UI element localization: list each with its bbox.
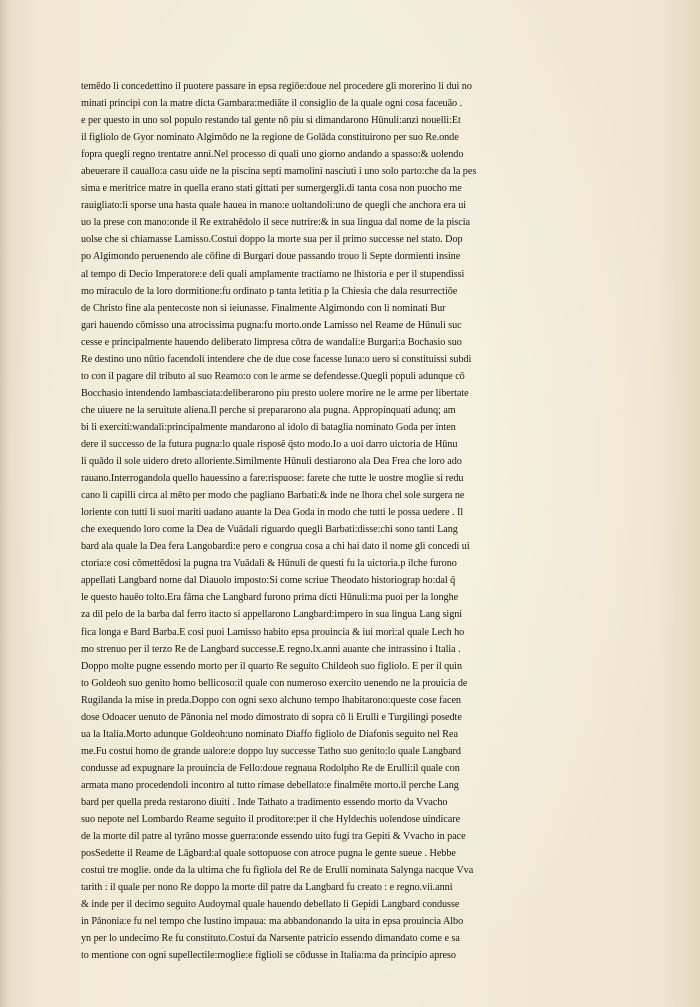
text-line: cesse e principalmente hauendo deliberato limpresa cōtra de wandali:e Burgari:a Bochasio suo: [81, 336, 462, 348]
text-line: abeuerare il cauallo:a casu uide ne la piscina septi mamolini nasciuti i uno solo parto:che da la pes: [81, 166, 477, 178]
text-line: loriente con tutti li suoi mariti uadano auante la Dea Goda in modo che tutti le possa uedere . Il: [81, 507, 464, 519]
text-line: li quādo il sole uidero dreto alloriente.Similmente Hūnuli destiarono ala Dea Frea che loro ado: [81, 456, 462, 468]
text-line: za dil pelo de la barba dal ferro itacto si appellarono Langbard:impero in sua lingua Lang signi: [81, 609, 463, 621]
text-line: costui tre moglie. onde da la ultima che fu figliola del Re de Erulli nominata Salynga nacque Vva: [81, 865, 474, 877]
text-line: Doppo molte pugne essendo morto per il quarto Re seguito Childeoh suo figliolo. E per il quin: [81, 660, 463, 672]
text-line: rauano.Interrogandola quello hauessino a fare:rispuose: farete che tutte le uostre moglie si redu: [81, 473, 464, 485]
text-line: il figliolo de Gyor nominato Algimōdo ne la regione de Golāda constituirono per suo Re.onde: [81, 132, 459, 144]
text-line: de la morte dil patre al tyrāno mosse guerra:onde essendo uito fugi tra Gepiti & Vvacho in pace: [81, 831, 466, 843]
text-line: condusse ad expugnare la prouincia de Fello:doue regnaua Rodolpho Re de Erulli:il quale con: [81, 762, 460, 774]
text-line: suo nepote nel Lombardo Reame seguito il proditore:per il che Hyldechis uolendose uindicare: [81, 814, 461, 826]
text-line: in Pānonia:e fu nel tempo che Iustino impaua: ma abbandonando la uita in epsa prouincia Albo: [81, 916, 464, 928]
text-line: bard ala quale la Dea fera Langobardi:e pero e congrua cosa a chi hai dato il nome gli concedi ui: [81, 541, 470, 553]
text-line: uo la prese con mano:onde il Re extrahēdolo il sece nutrire:& in sua lingua dal nome de la piscia: [81, 217, 470, 229]
text-line: yn per lo undecimo Re fu constituto.Costui da Narsente patricio essendo dimandato come e sa: [81, 933, 460, 945]
text-line: ctoria:e cosi cōmettēdosi la pugna tra Vuādali & Hūnuli de questi fu la uictoria.p ilche furono: [81, 558, 457, 570]
text-line: de Christo fine ala pentecoste non si ieiunasse. Finalmente Algimondo con li nominati Bur: [81, 302, 446, 314]
text-line: rauigliato:li sporse una hasta quale hauea in mano:e uoltandoli:uno de quegli che anchora era ui: [81, 200, 467, 212]
text-line: mo miraculo de la loro dormitione:fu ordinato p tanta letitia p la Chiesia che dala resurrectiōe: [81, 285, 458, 297]
text-line: Rugilanda la mise in preda.Doppo con ogni sexo alchuno tempo lhabitarono:queste cose facen: [81, 694, 461, 706]
text-line: to mentione con ogni supellectile:moglie:e figlioli se cōdusse in Italia:ma da principio apreso: [81, 950, 456, 962]
text-line: bard per quella preda restarono diuiti . Inde Tathato a tradimento essendo morto da Vvacho: [81, 796, 448, 808]
text-line: temēdo li concedettino il puotere passare in epsa regiōe:doue nel procedere gli morerino li dui no: [81, 81, 472, 92]
text-line: Re destino uno nūtio facendoli intendere che de due cose facesse luna:o uero si constituissi subdi: [81, 353, 472, 365]
text-line: che exequendo loro come la Dea de Vuādali riguardo quegli Barbati:disse:chi sono tanti Lang: [81, 524, 458, 536]
text-line: uolse che si chiamasse Lamisso.Costui doppo la morte sua per il primo successe nel stato. Dop: [81, 234, 463, 246]
text-line: mo strenuo per il terzo Re de Langbard successe.E regno.lx.anni auante che intrassino i Italia .: [81, 643, 461, 655]
text-line: ua la Italia.Morto adunque Goldeoh:uno nominato Diaffo figliolo de Diafonis seguito nel Rea: [81, 728, 458, 740]
text-line: dere il successo de la futura pugna:lo quale risposē q̄sto modo.Io a uoi darro uictoria de Hūnu: [81, 438, 458, 450]
text-line: gari hauendo cōmisso una atrocissima pugna:fu morto.onde Lamisso nel Reame de Hūnuli suc: [81, 319, 462, 331]
text-line: bi li exerciti:wandali:principalmente mandarono al idolo di bataglia nominato Goda per inten: [81, 421, 456, 433]
text-line: minati principi con la matre dicta Gambara:mediāte il consiglio de la quale ogni cosa faceuāo .: [81, 98, 463, 110]
text-line: fopra quegli regno trentatre anni.Nel processo di quali uno giorno andando a spasso:& uolendo: [81, 149, 464, 161]
text-line: posSedette il Reame de Lāgbard:al quale sottopuose con atroce pugna le gente sueue . Hebbe: [81, 848, 456, 860]
text-line: che uiuere ne la seruitute aliena.Il perche si prepararono ala pugna. Appropinquati adunq; am: [81, 404, 456, 416]
text-line: e per questo in uno sol populo restando tal gente nō piu si dimandarono Hūnuli:anzi nouelli:Et: [81, 115, 461, 127]
text-line: fica longa e Bard Barba.E cosi puoi Lamisso habito epsa prouincia & iui morì:al quale Lech ho: [81, 626, 465, 638]
text-line: to con il pagare dil tributo al suo Reamo:o con le arme se defendesse.Quegli populi adunque cō: [81, 370, 465, 382]
text-line: tarith : il quale per nono Re doppo la morte dil patre da Langbard fu creato : e regno.vii.anni: [81, 882, 453, 894]
text-column: [81, 78, 521, 964]
text-line: le questo hauēo tolto.Era fāma che Langbard furono prima dicti Hūnuli:ma puoi per la longhe: [81, 592, 459, 604]
text-line: sima e meritrice matre in quella erano stati gittati per sumergergli.di tanta cosa non puocho me: [81, 183, 462, 195]
text-line: dose Odoacer uenuto de Pānonia nel modo dimostrato di sopra cō li Erulli e Turgilingi posedte: [81, 711, 462, 723]
text-line: me.Fu costui homo de grande ualore:e doppo luy successe Tatho suo genito:lo quale Langbard: [81, 745, 461, 757]
text-line: cano li capilli circa al mēto per modo che pagliano Barbati:& inde ne lhora chel sole surgera ne: [81, 490, 465, 502]
text-line: armata mano procedendoli incontro al tutto rimase debellato:e finalmēte morto.il perche Lang: [81, 779, 459, 791]
text-line: Bocchasio intendendo lambasciata:deliberarono piu presto uolere morire ne le arme per libertate: [81, 387, 469, 399]
text-line: to Goldeoh suo genito homo bellicoso:il quale con numeroso exercito uenendo ne la prouicia de: [81, 677, 468, 689]
text-line: po Algimondo peruenendo ale cōfine di Burgari doue passando trouo li Septe dormienti insine: [81, 251, 461, 263]
text-line: & inde per il decimo seguito Audoymal quale hauendo debellato li Gepidi Langbard condusse: [81, 899, 460, 911]
text-line: al tempo di Decio Imperatore:e deli quali amplamente tractiamo ne lhistoria e per il stupendissi: [81, 268, 465, 280]
text-line: appellati Langbard nome dal Diauolo imposto:Si come scriue Theodato historiograp ho:dal q̄: [81, 575, 456, 587]
